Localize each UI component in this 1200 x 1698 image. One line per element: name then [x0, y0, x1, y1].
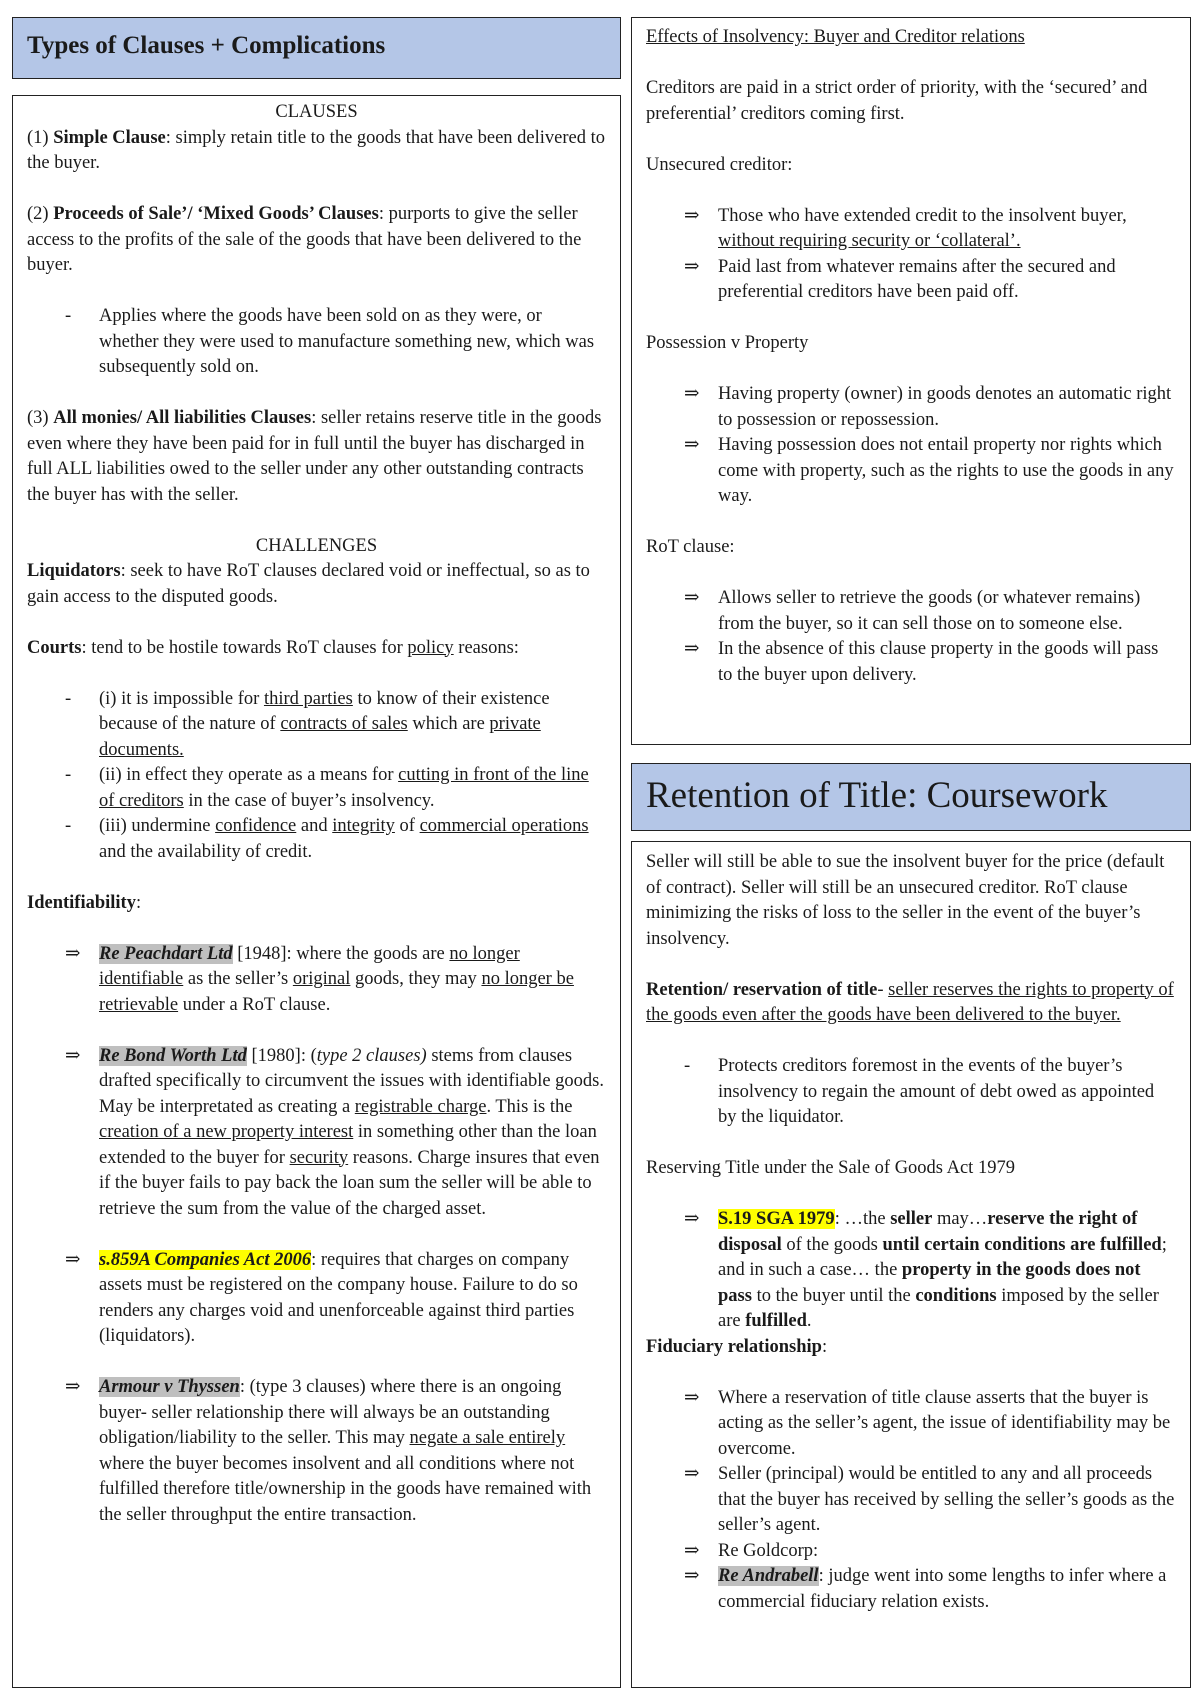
clause-number: (3): [27, 408, 54, 428]
left-content-box: [12, 95, 621, 1688]
term-text: reasons:: [453, 637, 519, 658]
italic-text: type 2 clauses): [316, 1045, 427, 1066]
list-item: [646, 1539, 1176, 1565]
list-item: [27, 687, 606, 764]
identifiability-heading: [27, 891, 606, 917]
identifiability-case-list: [27, 942, 606, 1529]
underlined-text: registrable charge: [354, 1096, 487, 1117]
case-name: s.859A Companies Act 2006: [99, 1249, 312, 1270]
term-text: : tend to be hostile towards RoT clauses for: [81, 637, 408, 658]
clause-all-monies: [27, 406, 606, 508]
arrow-bullet-icon: ⇒: [65, 943, 81, 964]
underlined-text: third parties: [263, 688, 353, 709]
arrow-bullet-icon: ⇒: [684, 588, 700, 608]
right-title: Retention of Title: Coursework: [646, 775, 1108, 816]
left-title-box: [12, 17, 621, 79]
text: Those who have extended credit to the insolvent buyer,: [718, 205, 1127, 226]
text: : …the: [834, 1209, 891, 1229]
insolvency-box: [631, 17, 1191, 745]
case-name: S.19 SGA 1979: [718, 1209, 835, 1229]
underlined-text: original: [292, 969, 351, 989]
list-item: [646, 255, 1176, 306]
rot-label: RoT clause:: [646, 537, 735, 557]
courts-list: [27, 687, 606, 866]
list-item: [646, 586, 1176, 637]
bold-text: conditions: [915, 1285, 997, 1306]
text: .: [806, 1311, 812, 1331]
case-sga: [646, 1207, 1176, 1335]
list-item: [646, 637, 1176, 688]
text: goods, they may: [350, 969, 482, 989]
term: Courts: [27, 637, 82, 658]
list-item: [646, 1462, 1176, 1539]
unsecured-label: Unsecured creditor:: [646, 154, 793, 175]
bold-text: seller: [890, 1209, 933, 1229]
text: imposed by the seller are: [718, 1285, 1159, 1331]
dash-bullet: -: [65, 306, 72, 326]
challenges-heading: CHALLENGES: [255, 535, 378, 556]
dash-bullet: -: [65, 816, 72, 836]
clause-name: All monies/ All liabilities Clauses: [53, 408, 312, 428]
possession-list: [646, 382, 1176, 510]
text: (ii) in effect they operate as a means for: [99, 765, 399, 785]
underlined-text: policy: [407, 637, 454, 658]
list-item: [27, 814, 606, 865]
case-name: Re Bond Worth Ltd: [99, 1045, 247, 1066]
underlined-text: contracts of sales: [280, 714, 408, 734]
case-bond-worth: [27, 1044, 606, 1223]
text: [1980]: (: [246, 1045, 317, 1066]
dash-bullet: -: [65, 765, 72, 785]
arrow-bullet-icon: ⇒: [684, 205, 700, 226]
clause-number: (2): [27, 204, 54, 224]
retention-list: [646, 1054, 1176, 1131]
arrow-bullet-icon: ⇒: [684, 639, 700, 659]
underlined-text: no longer be retrievable: [99, 969, 574, 1015]
clause-proceeds-list: [27, 304, 606, 381]
clauses-heading: CLAUSES: [275, 102, 358, 122]
list-item: [27, 304, 606, 381]
text: under a RoT clause.: [178, 994, 331, 1015]
underlined-text: no longer identifiable: [99, 943, 520, 989]
text: :: [135, 892, 142, 913]
text: to the buyer until the: [751, 1285, 916, 1306]
text: : judge went into some lengths to infer where a commercial fiduciary relation exists.: [718, 1566, 1167, 1612]
rot-list: [646, 586, 1176, 688]
term: Identifiability: [27, 892, 136, 913]
possession-label: Possession v Property: [646, 333, 809, 353]
bold-text: reserve the right of disposal: [718, 1209, 1138, 1255]
underlined-text: negate a sale entirely: [409, 1428, 566, 1448]
text: may…: [932, 1209, 988, 1229]
term: Liquidators: [27, 561, 121, 581]
underlined-text: security: [289, 1147, 349, 1168]
arrow-bullet-icon: ⇒: [684, 384, 700, 404]
dash-bullet: -: [684, 1056, 691, 1076]
text: Where a reservation of title clause asserts that the buyer is acting as the seller’s agent, the issue of identifiability may be overcome.: [718, 1387, 1171, 1459]
underlined-text: seller reserves the rights to property of the goods even after the goods have been delivered to the buyer.: [646, 979, 1174, 1025]
text: : (type 3 clauses) where there is an ongoing buyer- seller relationship there will always be an outstanding obligation/liability to the seller. This may: [99, 1377, 562, 1448]
list-item-text: Applies where the goods have been sold on as they were, or whether they were used to manufacture something new, which was subsequently sold on.: [99, 306, 595, 377]
list-item: [646, 1054, 1176, 1131]
sga-list: [646, 1207, 1176, 1335]
case-armour: [27, 1375, 606, 1528]
sga-label: Reserving Title under the Sale of Goods Act 1979: [646, 1158, 1015, 1178]
text: ; and in such a case… the: [718, 1234, 1167, 1280]
text: . This is the: [486, 1096, 573, 1117]
text: as the seller’s: [183, 969, 293, 989]
text: reasons. Charge insures that even if the buyer fails to pay back the loan sum the seller will be able to retrieve the sum from the value of the charged asset.: [99, 1147, 600, 1219]
clause-proceeds: [27, 202, 606, 279]
underlined-text: commercial operations: [419, 816, 589, 836]
underlined-text: without requiring security or ‘collateral’.: [718, 231, 1021, 251]
clause-text: : seller retains reserve title in the goods even where they have been paid for in full until the buyer has discharged in full ALL liabilities owed to the seller under any other outstanding contracts the buyer has with the seller.: [27, 408, 602, 505]
text: In the absence of this clause property in the goods will pass to the buyer upon delivery.: [718, 639, 1159, 685]
text: in the case of buyer’s insolvency.: [183, 790, 435, 811]
right-title-box: [631, 763, 1191, 831]
arrow-bullet-icon: ⇒: [684, 435, 700, 455]
arrow-bullet-icon: ⇒: [65, 1045, 81, 1066]
text: Protects creditors foremost in the events of the buyer’s insolvency to regain the amount of debt owed as appointed by the liquidator.: [718, 1056, 1155, 1127]
case-name: Armour v Thyssen: [99, 1377, 240, 1397]
bold-text: property in the goods does not pass: [718, 1260, 1141, 1306]
text: (i) it is impossible for: [99, 688, 264, 709]
text: (iii) undermine: [99, 816, 216, 836]
list-item: [646, 433, 1176, 510]
underlined-text: creation of a new property interest: [99, 1122, 354, 1142]
text: of: [394, 816, 420, 836]
insolvency-heading: Effects of Insolvency: Buyer and Creditor relations: [646, 27, 1025, 47]
text: Re Goldcorp:: [718, 1540, 819, 1561]
text: stems from clauses drafted specifically to circumvent the issues with identifiable goods. May be interpretated as creating a: [99, 1045, 605, 1117]
underlined-text: confidence: [215, 816, 297, 836]
spacer: [27, 1350, 606, 1376]
text: and the availability of credit.: [99, 841, 313, 862]
clause-text: : purports to give the seller access to the profits of the sale of the goods that have been delivered to the buyer.: [27, 204, 582, 275]
text: -: [877, 979, 889, 1000]
coursework-box: [631, 841, 1191, 1688]
text: to know of their existence because of the nature of: [99, 688, 550, 734]
text: Seller (principal) would be entitled to any and all proceeds that the buyer has received by selling the seller’s goods as the seller’s agent.: [718, 1464, 1175, 1535]
text: and: [296, 816, 333, 836]
fiduciary-heading: [646, 1335, 1176, 1361]
case-name: Re Peachdart Ltd: [99, 943, 233, 964]
text: : requires that charges on company assets must be registered on the company house. Failure to do so renders any charges void and unenforceable against third parties (liquidators).: [99, 1249, 578, 1346]
arrow-bullet-icon: ⇒: [684, 1464, 700, 1484]
bold-text: until certain conditions are fulfilled: [882, 1234, 1162, 1255]
unsecured-list: [646, 204, 1176, 306]
arrow-bullet-icon: ⇒: [684, 1566, 700, 1586]
case-peachdart: [27, 942, 606, 1019]
case-andrabell: [646, 1564, 1176, 1615]
clause-simple: [27, 126, 606, 177]
list-item: [646, 382, 1176, 433]
underlined-text: cutting in front of the line of creditors: [99, 765, 589, 811]
term: Fiduciary relationship: [646, 1336, 822, 1357]
text: :: [821, 1336, 828, 1357]
arrow-bullet-icon: ⇒: [65, 1249, 81, 1270]
spacer: [27, 1222, 606, 1248]
case-companies-act: [27, 1248, 606, 1350]
list-item: [646, 1386, 1176, 1463]
arrow-bullet-icon: ⇒: [684, 1540, 700, 1561]
text: Having possession does not entail property nor rights which come with property, such as the rights to use the goods in any way.: [718, 435, 1174, 506]
coursework-intro: Seller will still be able to sue the insolvent buyer for the price (default of contract). Seller will still be an unsecured creditor. RoT clause minimizing the risks of loss to the seller in the event of the buyer’s insolvency.: [646, 852, 1165, 949]
arrow-bullet-icon: ⇒: [684, 256, 700, 277]
liquidators-paragraph: [27, 559, 606, 610]
arrow-bullet-icon: ⇒: [684, 1387, 700, 1408]
bold-text: fulfilled: [745, 1311, 807, 1331]
clause-name: Simple Clause: [53, 127, 166, 148]
arrow-bullet-icon: ⇒: [65, 1377, 81, 1397]
text: where the buyer becomes insolvent and all conditions where not fulfilled therefore title/ownership in the goods have remained with the seller throughput the entire transaction.: [99, 1453, 592, 1525]
clause-text: : simply retain title to the goods that have been delivered to the buyer.: [27, 127, 606, 173]
term: Retention/ reservation of title: [646, 979, 878, 1000]
list-item: [27, 763, 606, 814]
left-title: Types of Clauses + Complications: [27, 32, 386, 59]
fiduciary-list: [646, 1386, 1176, 1616]
underlined-text: integrity: [332, 816, 395, 836]
text: of the goods: [781, 1234, 883, 1255]
underlined-text: private documents.: [99, 714, 541, 760]
courts-paragraph: [27, 636, 606, 662]
arrow-bullet-icon: ⇒: [684, 1209, 700, 1229]
text: in something other than the loan extended to the buyer for: [99, 1122, 597, 1168]
text: Paid last from whatever remains after the secured and preferential creditors have been paid off.: [718, 256, 1116, 302]
spacer: [27, 1018, 606, 1044]
text: [1948]: where the goods are: [232, 943, 450, 964]
clause-number: (1): [27, 127, 54, 148]
text: which are: [407, 714, 490, 734]
clause-name: Proceeds of Sale’/ ‘Mixed Goods’ Clauses: [53, 204, 379, 224]
term-text: : seek to have RoT clauses declared void or ineffectual, so as to gain access to the disputed goods.: [27, 561, 590, 607]
retention-paragraph: [646, 978, 1176, 1029]
list-item: [646, 204, 1176, 255]
insolvency-intro: Creditors are paid in a strict order of priority, with the ‘secured’ and preferential’ creditors coming first.: [646, 78, 1148, 124]
text: Allows seller to retrieve the goods (or whatever remains) from the buyer, so it can sell those on to someone else.: [718, 588, 1141, 634]
text: Having property (owner) in goods denotes an automatic right to possession or repossession.: [718, 384, 1172, 430]
case-name: Re Andrabell: [718, 1566, 819, 1586]
dash-bullet: -: [65, 688, 72, 709]
